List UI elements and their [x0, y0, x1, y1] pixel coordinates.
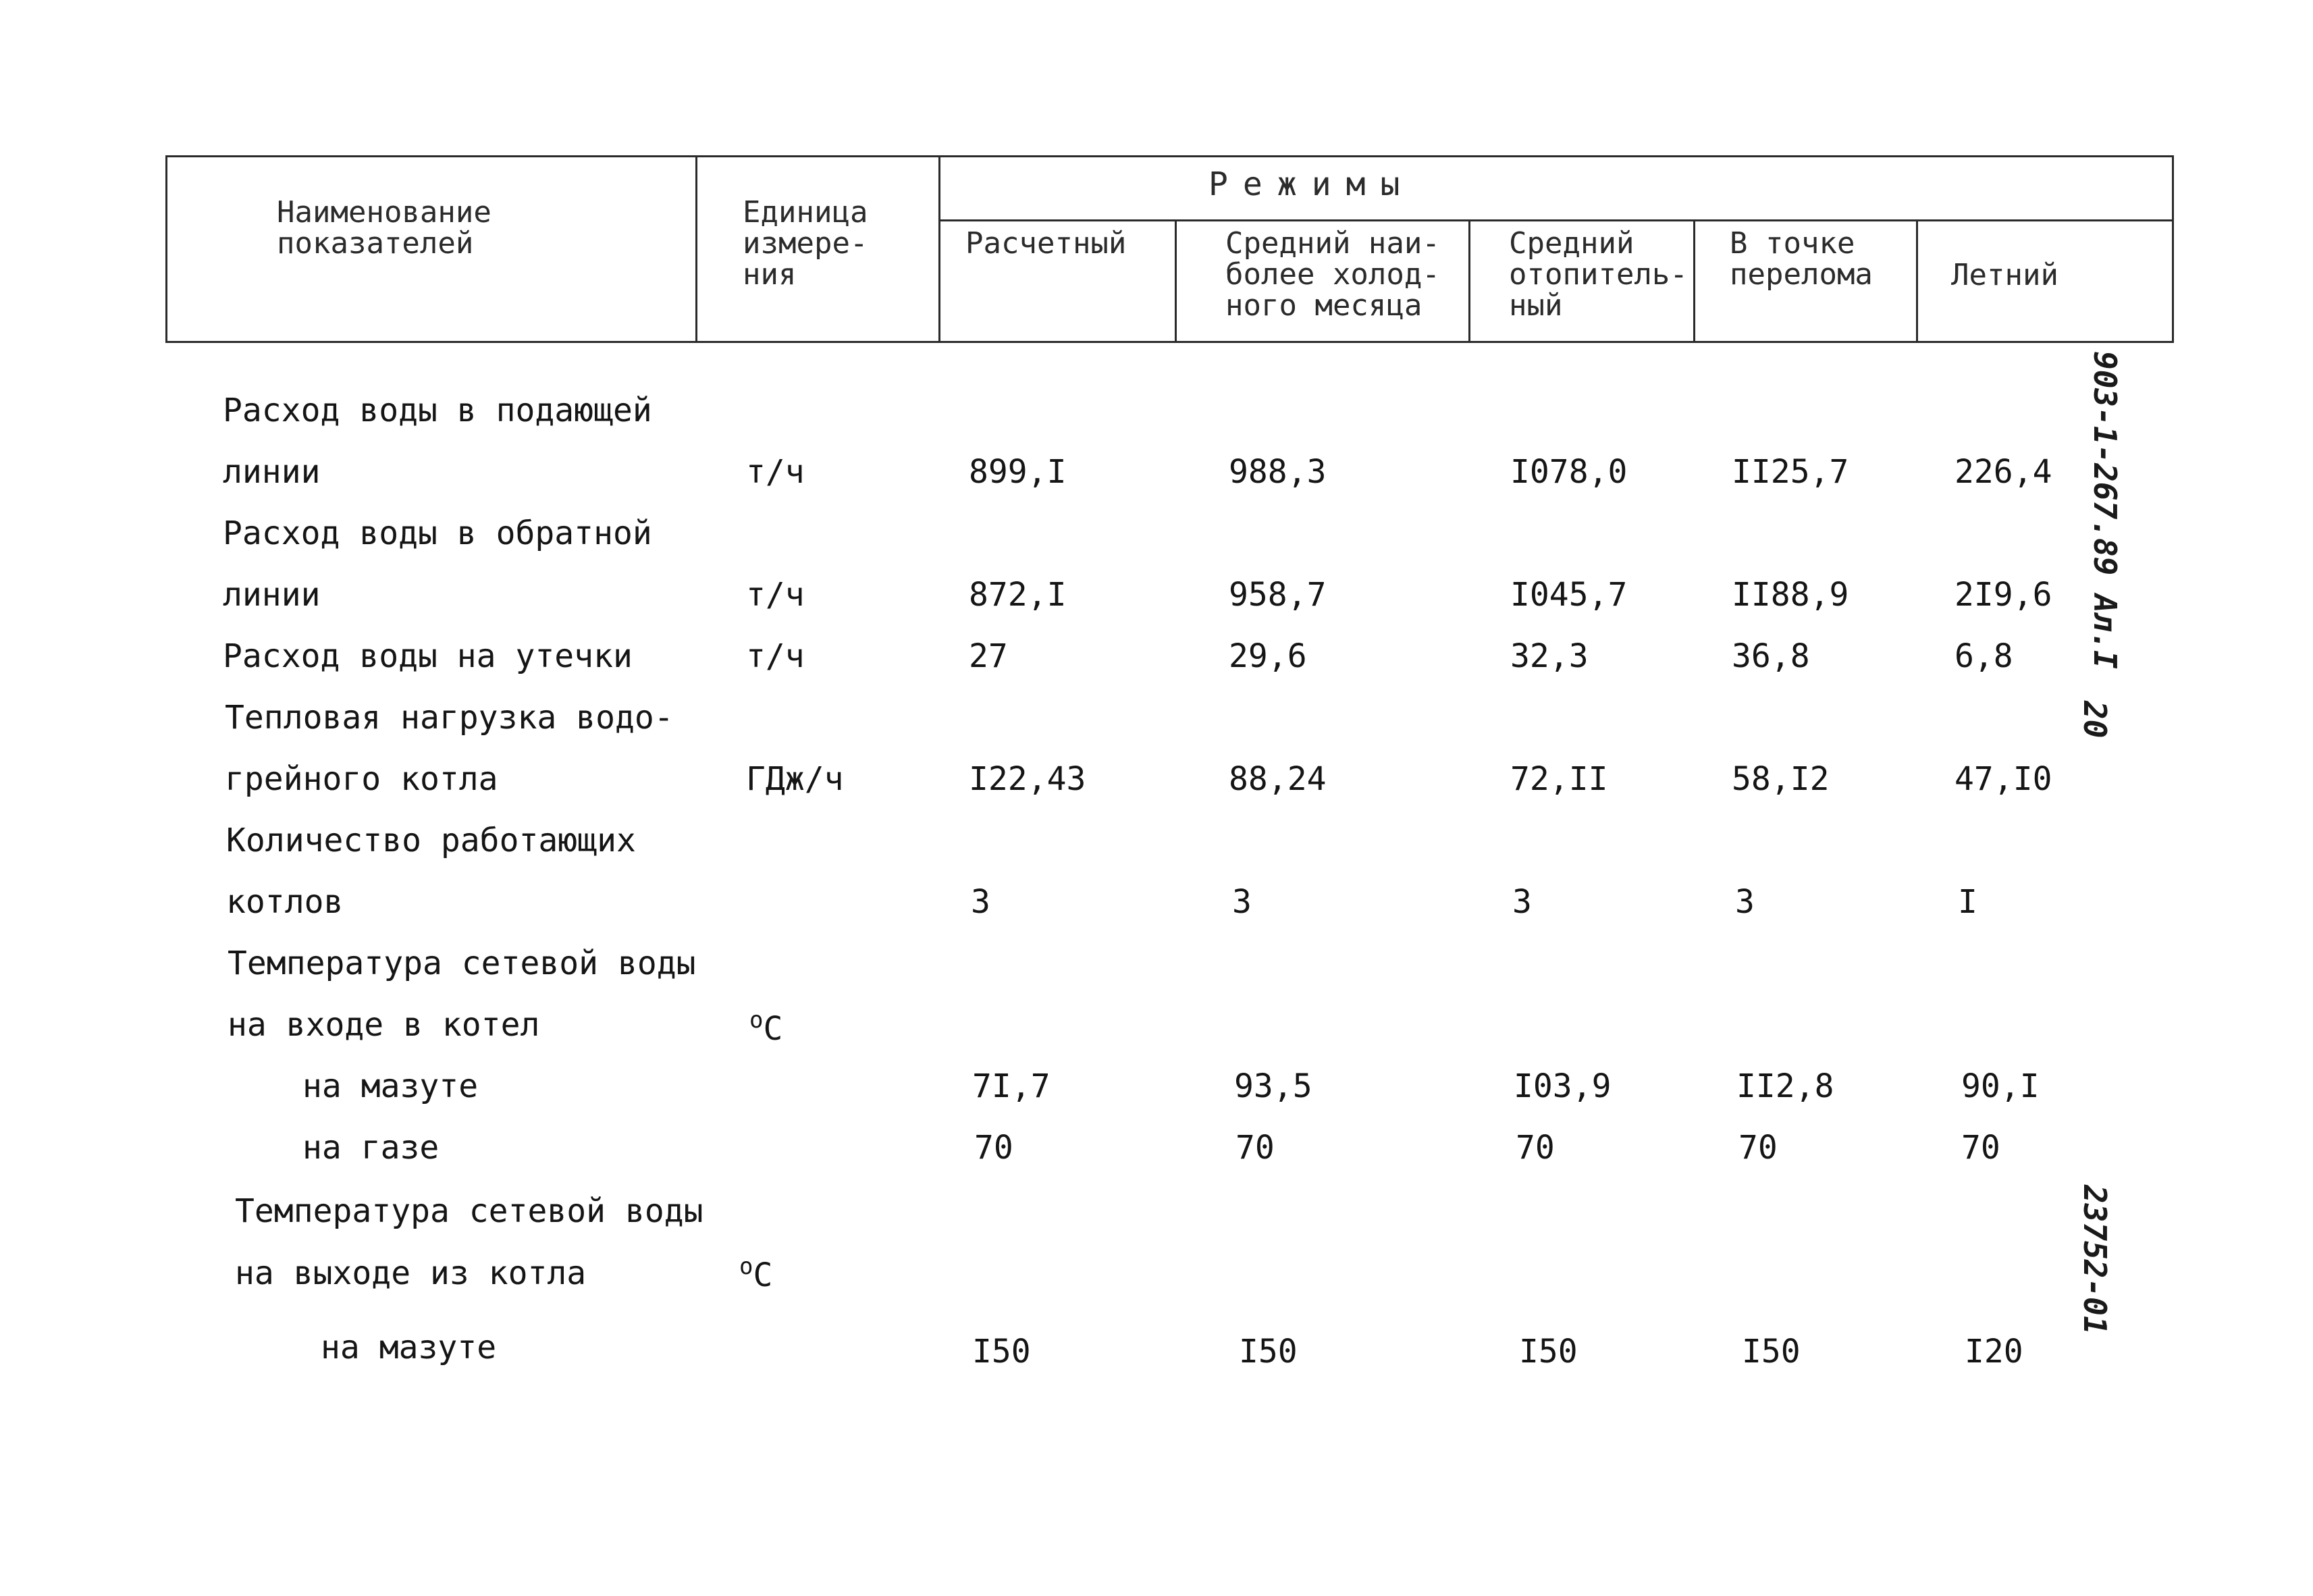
value-heating: I03,9 [1514, 1067, 1612, 1105]
value-break-point: 70 [1738, 1129, 1778, 1167]
value-coldest: 29,6 [1229, 637, 1307, 675]
value-design: 27 [969, 637, 1008, 675]
value-coldest: 3 [1232, 883, 1252, 921]
value-coldest: 70 [1235, 1129, 1275, 1167]
value-summer: I20 [1965, 1333, 2023, 1371]
modes-divider [938, 219, 2174, 221]
row-label: Расход воды в обратной [223, 514, 652, 552]
table-right-border [2172, 155, 2174, 343]
value-heating: I078,0 [1510, 453, 1628, 491]
row-unit-celsius [739, 1249, 772, 1293]
row-unit: ГДж/ч [746, 760, 844, 798]
row-label: грейного котла [225, 760, 498, 798]
col-divider-4 [1468, 219, 1470, 343]
value-heating: I045,7 [1510, 576, 1628, 614]
value-break-point: 58,I2 [1732, 760, 1830, 798]
header-mode-design: Расчетный [965, 226, 1127, 261]
table-header-bottom-border [165, 341, 2174, 343]
value-break-point: I50 [1742, 1333, 1801, 1371]
value-summer: 70 [1961, 1129, 2000, 1167]
row-label: Расход воды на утечки [223, 637, 633, 675]
row-label: Температура сетевой воды [228, 945, 696, 982]
header-mode-summer: Летний [1951, 258, 2058, 292]
value-summer: 226,4 [1955, 453, 2052, 491]
value-break-point: 3 [1735, 883, 1755, 921]
header-mode-heating: Средний отопитель- ный [1509, 226, 1688, 323]
value-design: I50 [972, 1333, 1031, 1371]
value-summer: I [1958, 883, 1977, 921]
row-label: котлов [226, 883, 344, 921]
value-summer: 6,8 [1955, 637, 2013, 675]
value-design: 872,I [969, 576, 1067, 614]
table-top-border [165, 155, 2174, 157]
col-divider-2 [938, 155, 940, 343]
value-design: 3 [971, 883, 990, 921]
degree-sign: о [749, 1007, 764, 1034]
row-unit-celsius [749, 1003, 782, 1046]
row-label: Расход воды в подающей [223, 392, 652, 429]
header-mode-coldest: Средний наи- более холод- ного месяца [1225, 226, 1440, 323]
value-design: 7I,7 [972, 1067, 1051, 1105]
row-unit: т/ч [746, 637, 805, 675]
col-divider-1 [695, 155, 697, 343]
row-unit: т/ч [746, 453, 805, 491]
celsius-letter: С [763, 1010, 783, 1048]
value-summer: 47,I0 [1955, 760, 2052, 798]
degree-sign: о [739, 1253, 753, 1280]
row-sublabel: на газе [302, 1129, 440, 1167]
row-label: Тепловая нагрузка водо- [225, 699, 674, 737]
header-name: Наименование показателей [277, 195, 491, 261]
value-coldest: 988,3 [1229, 453, 1327, 491]
page-number-note: 20 [2077, 701, 2113, 739]
inventory-number-note: 23752-01 [2077, 1185, 2113, 1335]
row-label: линии [223, 453, 321, 491]
col-divider-3 [1175, 219, 1177, 343]
table-left-border [165, 155, 167, 343]
row-label: Температура сетевой воды [235, 1192, 703, 1230]
col-divider-5 [1693, 219, 1695, 343]
doc-code-note: 903-1-267.89 Ал.I [2087, 351, 2123, 669]
value-heating: I50 [1519, 1333, 1578, 1371]
row-label: Количество работающих [226, 822, 636, 859]
value-break-point: II25,7 [1732, 453, 1849, 491]
value-coldest: 958,7 [1229, 576, 1327, 614]
celsius-letter: С [753, 1256, 773, 1294]
header-mode-break-point: В точке перелома [1730, 226, 1873, 292]
value-heating: 32,3 [1510, 637, 1589, 675]
value-break-point: II2,8 [1736, 1067, 1834, 1105]
row-sublabel: на мазуте [321, 1329, 497, 1366]
value-coldest: 93,5 [1234, 1067, 1312, 1105]
value-coldest: I50 [1239, 1333, 1298, 1371]
value-design: I22,43 [969, 760, 1086, 798]
value-summer: 2I9,6 [1955, 576, 2052, 614]
value-heating: 3 [1512, 883, 1532, 921]
value-design: 70 [974, 1129, 1013, 1167]
value-break-point: 36,8 [1732, 637, 1810, 675]
row-label: на входе в котел [228, 1006, 540, 1044]
value-break-point: II88,9 [1732, 576, 1849, 614]
header-unit: Единица измере- ния [743, 195, 868, 292]
value-summer: 90,I [1961, 1067, 2040, 1105]
value-coldest: 88,24 [1229, 760, 1327, 798]
value-design: 899,I [969, 453, 1067, 491]
col-divider-6 [1916, 219, 1918, 343]
header-modes-title: Режимы [1208, 165, 1415, 203]
value-heating: 70 [1516, 1129, 1555, 1167]
value-heating: 72,II [1510, 760, 1608, 798]
row-unit: т/ч [746, 576, 805, 614]
row-sublabel: на мазуте [302, 1067, 479, 1105]
row-label: на выходе из котла [235, 1254, 587, 1292]
row-label: линии [223, 576, 321, 614]
